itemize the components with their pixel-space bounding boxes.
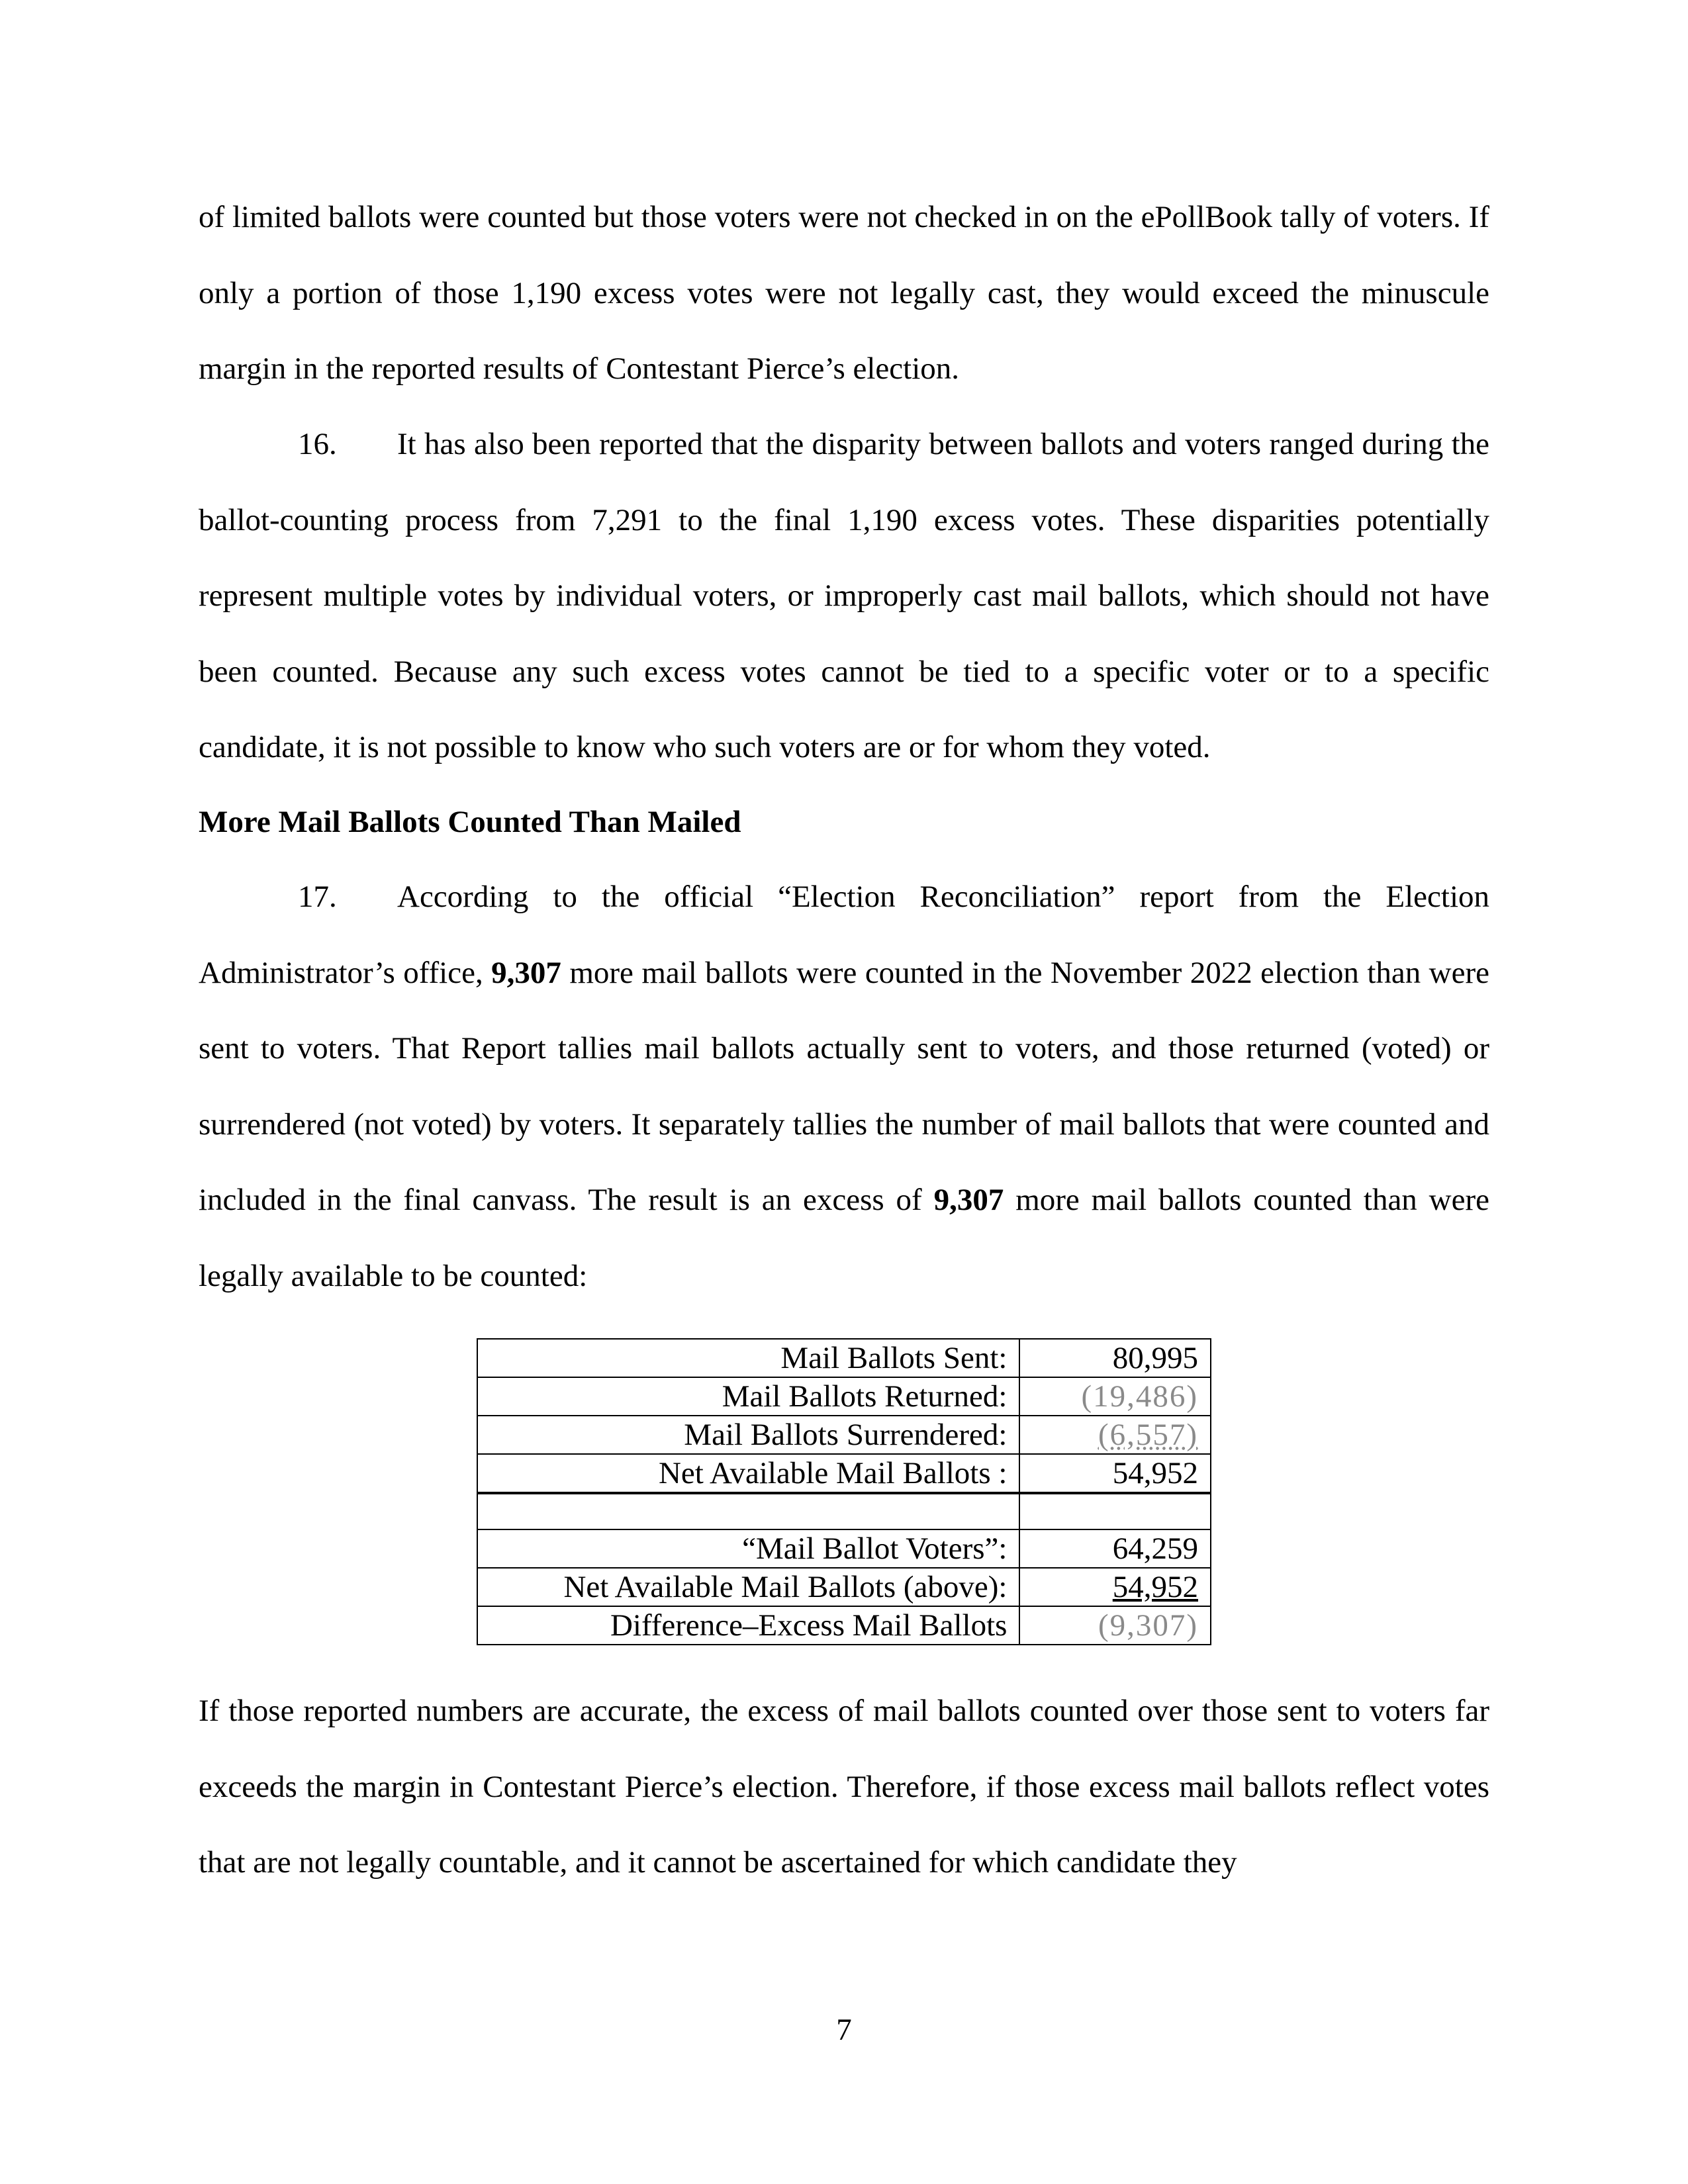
paragraph-16-number: 16. xyxy=(298,427,337,461)
paragraph-17-bold-1: 9,307 xyxy=(491,955,561,990)
table-row-value: 54,952 xyxy=(1019,1454,1211,1493)
paragraph-17-text-1: According to the official “Election Reconciliation” report from the Election Administrator’s office, xyxy=(199,880,1489,990)
table-row-label: Mail Ballots Surrendered: xyxy=(477,1416,1019,1454)
table-row-value: 64,259 xyxy=(1019,1529,1211,1568)
table-row xyxy=(477,1529,1211,1568)
table-row-label: Net Available Mail Ballots : xyxy=(477,1454,1019,1493)
table-row-value xyxy=(1019,1493,1211,1529)
table-row-label: Difference–Excess Mail Ballots xyxy=(477,1606,1019,1645)
section-heading: More Mail Ballots Counted Than Mailed xyxy=(199,805,741,839)
table-row-label: Mail Ballots Returned: xyxy=(477,1377,1019,1416)
mail-ballot-table xyxy=(477,1338,1211,1645)
table-row-value: (9,307) xyxy=(1019,1606,1211,1645)
paragraph-16-text: It has also been reported that the disparity between ballots and voters ranged during the ballot-counting process from 7,291 to the final 1,190 excess votes. These disparities potentially represent multiple votes by individual voters, or improperly cast mail ballots, which should not have been counted. Because any such excess votes cannot be tied to a specific voter or to a specific candidate, it is not possible to know who such voters are or for whom they voted. xyxy=(199,427,1489,764)
paragraph-17-text-2: more mail ballots were counted in the November 2022 election than were sent to voters. That Report tallies mail ballots actually sent to voters, and those returned (voted) or surrendered (not voted) by voters. It separately tallies the number of mail ballots that were counted and included in the final canvass. The result is an excess of xyxy=(199,955,1489,1217)
table-row-label xyxy=(477,1493,1019,1529)
table-row-value: 80,995 xyxy=(1019,1339,1211,1377)
table-row xyxy=(477,1606,1211,1645)
continuation-paragraph xyxy=(199,179,1489,407)
table-row xyxy=(477,1568,1211,1606)
paragraph-17-bold-2: 9,307 xyxy=(933,1183,1004,1217)
table-row-value: (6,557) xyxy=(1019,1416,1211,1454)
table-row-label: Mail Ballots Sent: xyxy=(477,1339,1019,1377)
table-row xyxy=(477,1339,1211,1377)
paragraph-17-number: 17. xyxy=(298,880,337,914)
paragraph-17 xyxy=(199,859,1489,1314)
paragraph-17-text-3: more mail ballots counted than were legally available to be counted: xyxy=(199,1183,1489,1293)
table-row-value: 54,952 xyxy=(1019,1568,1211,1606)
continuation-paragraph-text: of limited ballots were counted but those voters were not checked in on the ePollBook tally of voters. If only a portion of those 1,190 excess votes were not legally cast, they would exceed the minuscule margin in the reported results of Contestant Pierce’s election. xyxy=(199,200,1489,386)
table-row-label: Net Available Mail Ballots (above): xyxy=(477,1568,1019,1606)
paragraph-16 xyxy=(199,406,1489,786)
table-row xyxy=(477,1454,1211,1493)
paragraph-after-table xyxy=(199,1673,1489,1901)
paragraph-after-table-text: If those reported numbers are accurate, the excess of mail ballots counted over those sent to voters far exceeds the margin in Contestant Pierce’s election. Therefore, if those excess mail ballots reflect votes that are not legally countable, and it cannot be ascertained for which candidate they xyxy=(199,1694,1489,1880)
table-row xyxy=(477,1416,1211,1454)
table-row-blank xyxy=(477,1493,1211,1529)
table-row-value: (19,486) xyxy=(1019,1377,1211,1416)
page-number: 7 xyxy=(836,2013,852,2047)
table-row-label: “Mail Ballot Voters”: xyxy=(477,1529,1019,1568)
table-row xyxy=(477,1377,1211,1416)
